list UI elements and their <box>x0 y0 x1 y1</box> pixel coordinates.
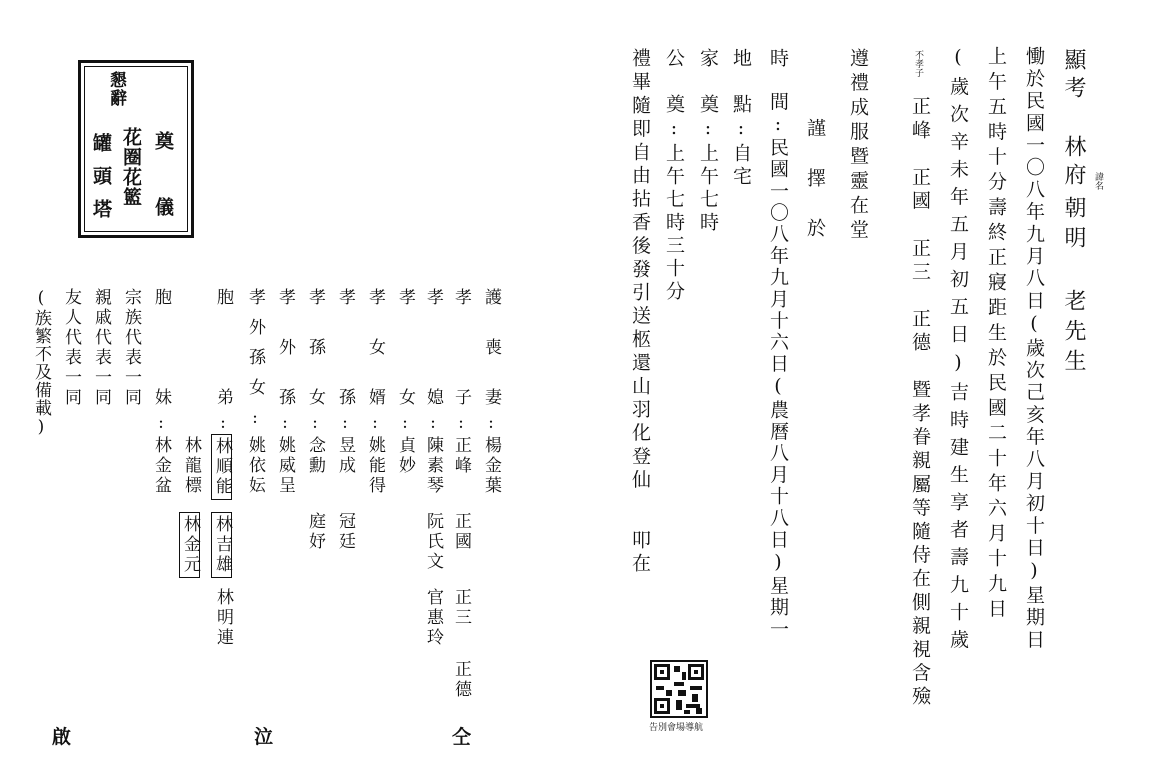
mourner-name: 正峰 <box>451 436 471 476</box>
notice-title-1: 顯考 林府 <box>1061 48 1086 191</box>
mourner-name: 昱成 <box>335 436 355 476</box>
death-time-line: 上午五時十分壽終正寢距生於民國二十年六月十九日 <box>985 46 1007 624</box>
mourner-name: 林龍標 <box>181 436 201 496</box>
mourner-name: 念勳 <box>305 436 325 476</box>
mourner-role: 孝 孫: <box>335 288 355 441</box>
mourner-name: 貞妙 <box>395 436 415 476</box>
framed-notice-title: 奠 儀 <box>152 131 174 230</box>
notice-title-2: 朝明 老先生 <box>1061 196 1086 379</box>
public-rite-line: 公 奠:上午七時三十分 <box>663 48 685 304</box>
mourning-line: 遵禮成服暨靈在堂 <box>847 48 869 244</box>
representative-line: 宗族代表一同 <box>121 288 141 408</box>
mourner-role: 胞 弟: <box>213 288 233 441</box>
representative-line: 友人代表一同 <box>61 288 81 408</box>
mourner-role: 孝外孫女: <box>245 288 265 441</box>
mourner-name: 正三 <box>451 588 471 628</box>
mourner-role: 孝 外 孫: <box>275 288 295 441</box>
signoff-right: 仝 <box>452 726 472 748</box>
framed-notice-item-1: 花圈花籃 <box>120 127 142 207</box>
framed-notice <box>78 60 194 238</box>
qr-code-icon[interactable] <box>650 660 708 718</box>
mourner-name: 楊金葉 <box>481 436 501 496</box>
mourner-name: 姚依妘 <box>245 436 265 496</box>
family-rite-line: 家 奠:上午七時 <box>697 48 719 235</box>
signoff-middle: 泣 <box>254 726 274 748</box>
death-date-line: 慟於民國一〇八年九月八日(歲次己亥年八月初十日)星期日 <box>1023 46 1045 652</box>
mourner-name: 陳素琴 <box>423 436 443 496</box>
lunar-birth-line: (歲次辛未年五月初五日)吉時建生享者壽九十歲 <box>947 46 969 657</box>
mourner-role: 胞 妹: <box>151 288 171 441</box>
mourner-name: 姚能得 <box>365 436 385 496</box>
mourner-name: 姚威呈 <box>275 436 295 496</box>
mourner-name: 正國 <box>451 512 471 552</box>
mourner-role: 孝 媳: <box>423 288 443 441</box>
signoff-left: 啟 <box>52 726 72 748</box>
taboo-name-note: 諱名 <box>1093 172 1103 190</box>
mourner-name: 庭妤 <box>305 512 325 552</box>
sons-line: 正峰 正國 正三 正德 暨孝眷親屬等隨侍在側親視含殮 <box>909 96 931 710</box>
sons-prefix: 不孝子 <box>913 50 923 77</box>
representative-note: (族繁不及備載) <box>31 288 51 438</box>
mourner-name-boxed: 林順能 <box>211 434 232 500</box>
mourner-name: 官惠玲 <box>423 588 443 648</box>
time-line: 時 間:民國一〇八年九月十六日(農曆八月十八日)星期一 <box>767 48 789 641</box>
mourner-name: 阮氏文 <box>423 512 443 572</box>
framed-notice-decline: 懇辭 <box>106 71 126 107</box>
place-line: 地 點:自宅 <box>730 48 752 189</box>
mourner-name: 林金盆 <box>151 436 171 496</box>
framed-notice-item-2: 罐頭塔 <box>90 133 112 232</box>
chosen-date-line: 謹 擇 於 <box>804 118 826 243</box>
mourner-role: 孝 女: <box>395 288 415 441</box>
mourner-name: 林明連 <box>213 588 233 648</box>
qr-code-label: 告別會場導航 <box>649 723 704 733</box>
mourner-name-boxed: 林吉雄 <box>211 512 232 578</box>
mourner-name-boxed: 林金元 <box>179 512 200 578</box>
mourner-role: 護 喪 妻: <box>481 288 501 441</box>
mourner-role: 孝 子: <box>451 288 471 441</box>
mourner-name: 冠廷 <box>335 512 355 552</box>
representative-line: 親戚代表一同 <box>91 288 111 408</box>
mourner-role: 孝 孫 女: <box>305 288 325 441</box>
procession-line: 禮畢隨即自由拈香後發引送柩還山羽化登仙 <box>629 48 651 493</box>
mourner-role: 孝 女 婿: <box>365 288 385 441</box>
closing-word: 叩在 <box>629 530 651 576</box>
mourner-name: 正德 <box>451 660 471 700</box>
